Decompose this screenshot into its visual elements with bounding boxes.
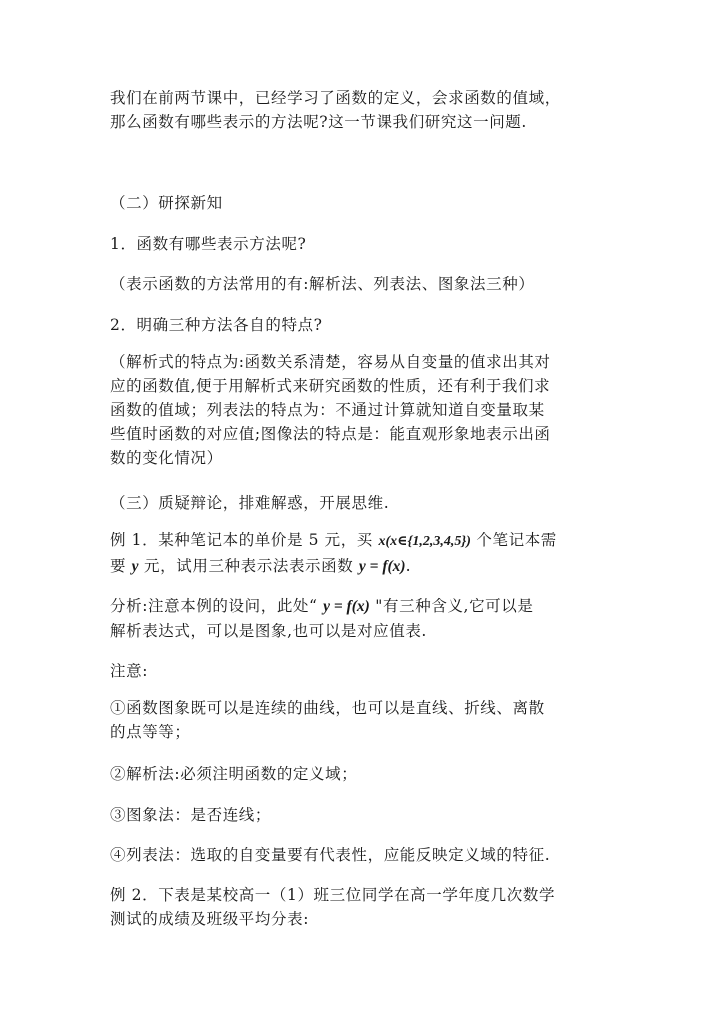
intro-line: 那么函数有哪些表示的方法呢?这一节课我们研究这一问题.: [110, 113, 527, 131]
example-2-line: 例 2．下表是某校高一（1）班三位同学在高一学年度几次数学: [110, 886, 556, 904]
example-2-line: 测试的成绩及班级平均分表:: [110, 910, 310, 928]
math-expression: y = f(x): [323, 598, 370, 615]
note-item: ④列表法：选取的自变量要有代表性，应能反映定义域的特征.: [110, 846, 551, 864]
math-expression: y: [131, 558, 139, 575]
analysis: [110, 594, 630, 643]
example-1-text: 例 1．某种笔记本的单价是 5 元，买: [110, 531, 379, 549]
example-1-text: 个笔记本需: [470, 531, 557, 549]
math-expression: x(x∈{1,2,3,4,5}): [378, 534, 471, 549]
note-line: ①函数图象既可以是连续的曲线，也可以是直线、折线、离散: [110, 699, 545, 717]
section-heading: （二）研探新知: [110, 194, 223, 212]
answer-2: [110, 350, 630, 470]
answer-2-line: 应的函数值,便于用解析式来研究函数的性质，还有利于我们求: [110, 377, 551, 395]
note-item: [110, 696, 630, 744]
example-1-line: [110, 554, 630, 579]
math-expression: y = f(x): [358, 558, 406, 575]
analysis-text: 分析:注意本例的设问，此处“: [110, 597, 324, 615]
answer-2-line: 数的变化情况）: [110, 449, 223, 467]
example-1-line: [110, 528, 630, 554]
analysis-line: 解析表达式，可以是图象,也可以是对应值表.: [110, 622, 427, 640]
note-label: 注意:: [110, 662, 149, 680]
analysis-text: "有三种含义,它可以是: [369, 597, 534, 615]
section-heading: （三）质疑辩论，排难解惑，开展思维.: [110, 494, 390, 512]
intro-line: 我们在前两节课中，已经学习了函数的定义，会求函数的值域，: [110, 89, 561, 107]
example-1-text: 元，试用三种表示法表示函数: [138, 557, 359, 575]
example-1-text: .: [405, 557, 412, 575]
question-1: 1．函数有哪些表示方法呢?: [110, 235, 307, 253]
note-item: ②解析法:必须注明函数的定义域；: [110, 765, 358, 783]
answer-2-line: 些值时函数的对应值;图像法的特点是：能直观形象地表示出函: [110, 425, 551, 443]
example-1: [110, 528, 630, 579]
example-2: [110, 883, 630, 931]
question-2: 2．明确三种方法各自的特点?: [110, 316, 323, 334]
answer-2-line: （解析式的特点为:函数关系清楚，容易从自变量的值求出其对: [110, 353, 551, 371]
intro-paragraph: [110, 86, 630, 134]
example-1-text: 要: [110, 557, 132, 575]
note-item: ③图象法：是否连线；: [110, 806, 272, 824]
analysis-line: [110, 594, 630, 619]
answer-2-line: 函数的值域；列表法的特点为：不通过计算就知道自变量取某: [110, 401, 545, 419]
answer-1: （表示函数的方法常用的有:解析法、列表法、图象法三种）: [110, 275, 535, 293]
note-line: 的点等等；: [110, 723, 191, 741]
